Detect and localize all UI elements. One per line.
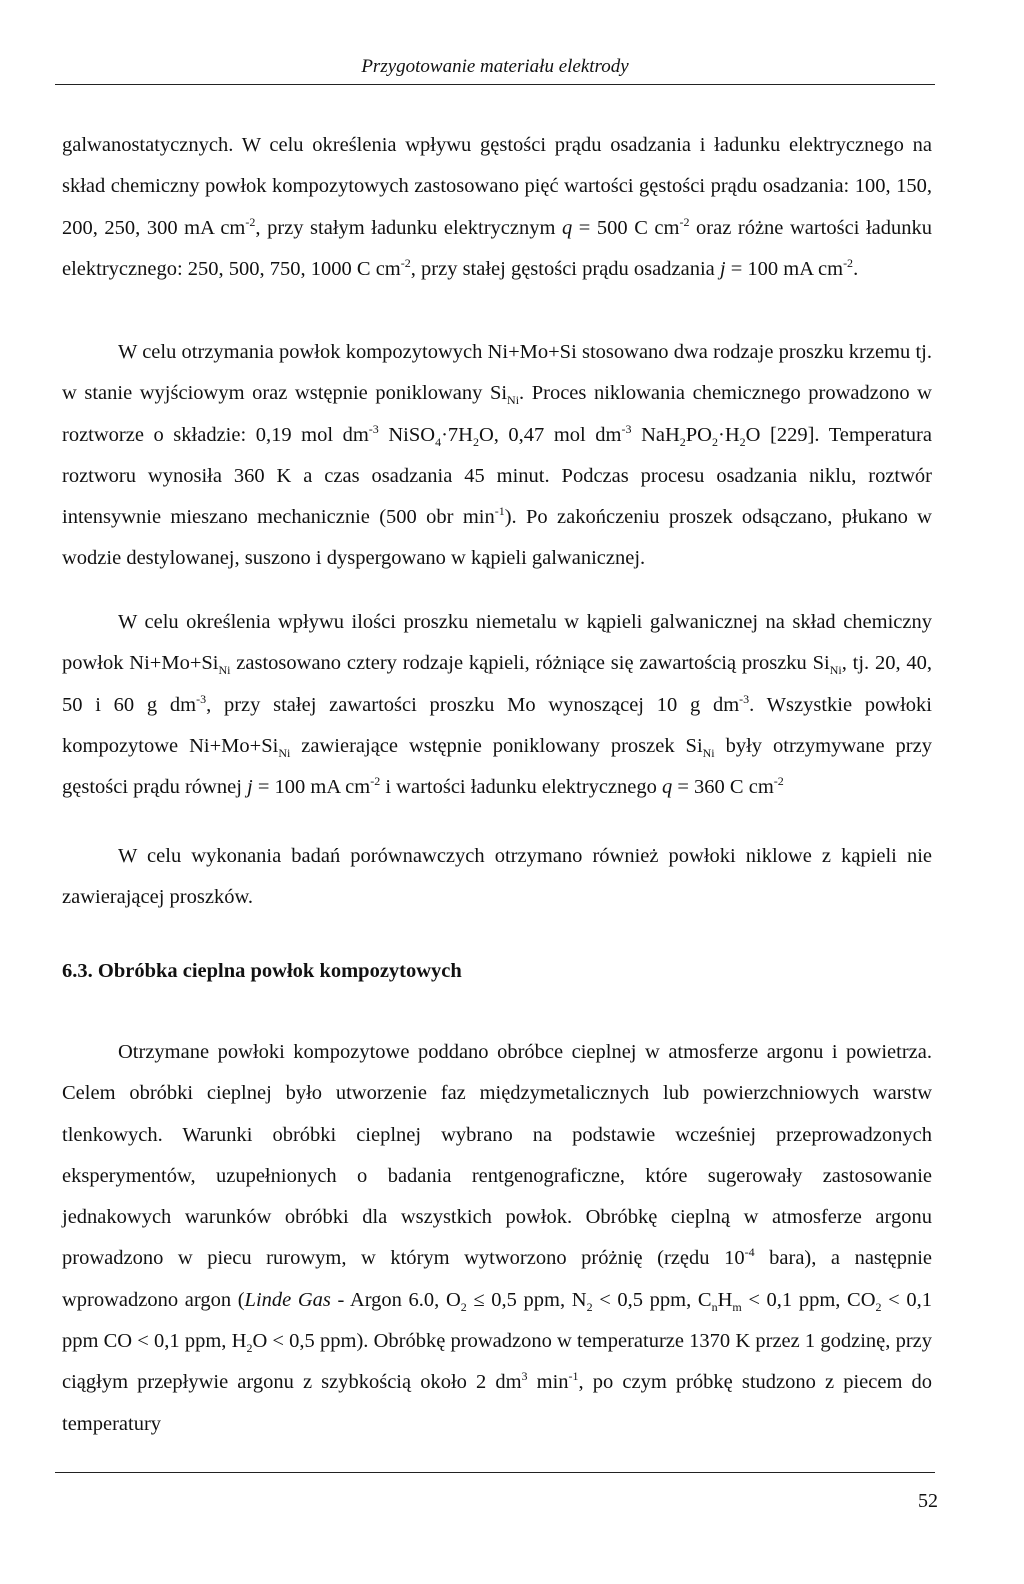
paragraph-3: W celu określenia wpływu ilości proszku niemetalu w kąpieli galwanicznej na skład chemiczny powłok $Ni+Mo+Si_{Ni}$ zastosowano cztery rodzaje kąpieli, różniące się zawartością proszku $Si_{Ni}$, tj. 20, 40, 50 i 60 g $dm^{-3}$, przy stałej zawartości proszku Mo wynoszącej 10 g $dm^{-3}$. Wszystkie powłoki kompozytowe $Ni+Mo+Si_{Ni}$ zawierające wstępnie poniklowany proszek $Si_{Ni}$ były otrzymywane przy gęstości prądu równej j = 100 mA $cm^{-2}$ i wartości ładunku elektrycznego q = 360 C $cm^{-2}$	[62, 611, 932, 799]
paragraph-4: W celu wykonania badań porównawczych otrzymano również powłoki niklowe z kąpieli nie zawierającej proszków.	[62, 845, 932, 909]
header-rule	[55, 84, 935, 85]
page-number: 52	[918, 1490, 938, 1512]
running-header: Przygotowanie materiału elektrody	[361, 56, 629, 77]
paragraph-2: W celu otrzymania powłok kompozytowych Ni+Mo+Si stosowano dwa rodzaje proszku krzemu tj. w stanie wyjściowym oraz wstępnie poniklowany $Si_{Ni}$. Proces niklowania chemicznego prowadzono w roztworze o składzie: 0,19 mol $dm^{-3}$ $NiSO_4\cdot 7H_2O$, 0,47 mol $dm^{-3}$ $NaH_2PO_2\cdot H_2O$ [229]. Temperatura roztworu wynosiła 360 K a czas osadzania 45 minut. Podczas procesu osadzania niklu, roztwór intensywnie mieszano mechanicznie (500 obr $\min^{-1}$). Po zakończeniu proszek odsączano, płukano w wodzie destylowanej, suszono i dyspergowano w kąpieli galwanicznej.	[62, 341, 932, 570]
paragraph-1: galwanostatycznych. W celu określenia wpływu gęstości prądu osadzania i ładunku elektrycznego na skład chemiczny powłok kompozytowych zastosowano pięć wartości gęstości prądu osadzania: 100, 150, 200, 250, 300 mA $cm^{-2}$, przy stałym ładunku elektrycznym q = 500 C $cm^{-2}$ oraz różne wartości ładunku elektrycznego: 250, 500, 750, 1000 C $cm^{-2}$, przy stałej gęstości prądu osadzania j = 100 mA $cm^{-2}$.	[62, 134, 932, 280]
paragraph-5: Otrzymane powłoki kompozytowe poddano obróbce cieplnej w atmosferze argonu i powietrza. Celem obróbki cieplnej było utworzenie faz międzymetalicznych lub powierzchniowych warstw tlenkowych. Warunki obróbki cieplnej wybrano na podstawie wcześniej przeprowadzonych eksperymentów, uzupełnionych o badania rentgenograficzne, które sugerowały zastosowanie jednakowych warunków obróbki dla wszystkich powłok. Obróbkę cieplną w atmosferze argonu prowadzono w piecu rurowym, w którym wytworzono próżnię (rzędu $10^{-4}$ bara), a następnie wprowadzono argon (Linde Gas - Argon 6.0, $O_2 \le 0,5$ ppm, $N_2 < 0,5$ ppm, $C_nH_m < 0,1$ ppm, $CO_2 < 0,1$ ppm CO < 0,1 ppm, $H_2O < 0,5$ ppm). Obróbkę prowadzono w temperaturze 1370 K przez 1 godzinę, przy ciągłym przepływie argonu z szybkością około 2 $dm^3$ $\min^{-1}$, po czym próbkę studzono z piecem do temperatury	[62, 1041, 932, 1435]
section-heading: 6.3. Obróbka cieplna powłok kompozytowych	[62, 960, 462, 982]
footer-rule	[55, 1472, 935, 1473]
